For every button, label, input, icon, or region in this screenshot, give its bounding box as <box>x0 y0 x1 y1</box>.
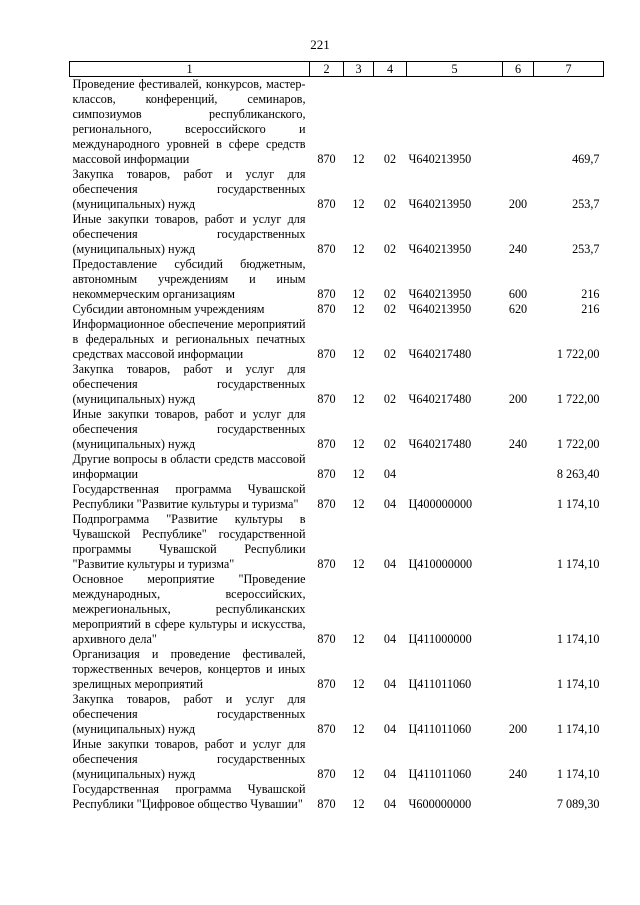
row-name: Закупка товаров, работ и услуг для обеспечения государственных (муниципальных) нужд <box>72 362 306 406</box>
row-name: Другие вопросы в области средств массовой информации <box>72 452 306 481</box>
row-section: 12 <box>352 677 365 691</box>
row-section: 12 <box>352 347 365 361</box>
table-row <box>70 512 604 572</box>
row-target-article: Ц410000000 <box>408 557 473 571</box>
row-name: Предоставление субсидий бюджетным, автономным учреждениям и иным некоммерческим организациям <box>72 257 306 301</box>
row-section: 12 <box>352 722 365 736</box>
row-section: 12 <box>352 797 365 811</box>
row-name: Иные закупки товаров, работ и услуг для обеспечения государственных (муниципальных) нужд <box>72 737 306 781</box>
row-subsection: 04 <box>383 497 397 511</box>
row-name: Информационное обеспечение мероприятий в федеральных и региональных печатных средствах массовой информации <box>72 317 306 361</box>
row-target-article: Ч640213950 <box>408 197 472 211</box>
row-expense-type <box>503 482 534 512</box>
row-section: 12 <box>352 437 365 451</box>
row-section: 12 <box>352 392 365 406</box>
row-amount: 1 174,10 <box>556 632 600 646</box>
row-section: 12 <box>352 767 365 781</box>
row-subsection: 02 <box>383 347 397 361</box>
row-admin-code: 870 <box>317 242 336 256</box>
row-amount: 253,7 <box>572 197 600 211</box>
table-body <box>70 77 604 813</box>
table-row <box>70 167 604 212</box>
row-amount: 1 174,10 <box>556 497 600 511</box>
row-admin-code: 870 <box>317 437 336 451</box>
row-target-article <box>407 452 503 482</box>
row-amount: 253,7 <box>572 242 600 256</box>
row-admin-code: 870 <box>317 557 336 571</box>
row-name: Закупка товаров, работ и услуг для обеспечения государственных (муниципальных) нужд <box>72 692 306 736</box>
row-name: Проведение фестивалей, конкурсов, мастер-классов, конференций, семинаров, симпозиумов республиканского, регионального, всероссийского и международного уровней в сфере средств массовой информации <box>72 77 306 166</box>
row-admin-code: 870 <box>317 287 336 301</box>
row-subsection: 04 <box>383 467 397 481</box>
table-row <box>70 572 604 647</box>
row-section: 12 <box>352 557 365 571</box>
header-col-7: 7 <box>534 62 604 77</box>
row-target-article: Ч640217480 <box>408 392 472 406</box>
row-expense-type <box>503 512 534 572</box>
table-row <box>70 77 604 168</box>
row-target-article: Ц411011060 <box>408 767 472 781</box>
row-admin-code: 870 <box>317 347 336 361</box>
row-target-article: Ч640213950 <box>408 242 472 256</box>
row-admin-code: 870 <box>317 797 336 811</box>
row-subsection: 04 <box>383 722 397 736</box>
row-target-article: Ч640213950 <box>408 287 472 301</box>
table-row <box>70 212 604 257</box>
row-name: Закупка товаров, работ и услуг для обеспечения государственных (муниципальных) нужд <box>72 167 306 211</box>
row-expense-type: 200 <box>508 392 528 406</box>
row-admin-code: 870 <box>317 392 336 406</box>
row-section: 12 <box>352 302 365 316</box>
header-row <box>70 62 604 77</box>
row-admin-code: 870 <box>317 497 336 511</box>
row-name: Подпрограмма "Развитие культуры в Чувашской Республике" государственной программы Чувашской Республики "Развитие культуры и туризма" <box>72 512 306 571</box>
row-target-article: Ч640217480 <box>408 437 472 451</box>
row-section: 12 <box>352 497 365 511</box>
row-expense-type: 620 <box>508 302 528 316</box>
row-target-article: Ц411000000 <box>408 632 472 646</box>
row-section: 12 <box>352 467 365 481</box>
row-amount: 1 722,00 <box>556 347 600 361</box>
page-number: 221 <box>310 37 330 52</box>
row-amount: 1 174,10 <box>556 767 600 781</box>
header-col-2: 2 <box>310 62 344 77</box>
header-col-5: 5 <box>407 62 503 77</box>
row-amount: 216 <box>581 302 600 316</box>
row-section: 12 <box>352 632 365 646</box>
row-name: Организация и проведение фестивалей, торжественных вечеров, концертов и иных зрелищных мероприятий <box>72 647 306 691</box>
row-target-article: Ч600000000 <box>408 797 472 811</box>
row-subsection: 02 <box>383 392 397 406</box>
row-subsection: 02 <box>383 302 397 316</box>
row-target-article: Ц411011060 <box>408 677 472 691</box>
row-name: Иные закупки товаров, работ и услуг для обеспечения государственных (муниципальных) нужд <box>72 407 306 451</box>
header-col-4: 4 <box>374 62 407 77</box>
header-col-3: 3 <box>344 62 374 77</box>
row-expense-type: 600 <box>508 287 528 301</box>
table-row <box>70 362 604 407</box>
row-expense-type <box>503 317 534 362</box>
row-name: Иные закупки товаров, работ и услуг для обеспечения государственных (муниципальных) нужд <box>72 212 306 256</box>
row-amount: 7 089,30 <box>556 797 600 811</box>
row-section: 12 <box>352 152 365 166</box>
row-subsection: 04 <box>383 767 397 781</box>
row-name: Государственная программа Чувашской Республики "Цифровое общество Чувашии" <box>72 782 306 811</box>
row-amount: 1 174,10 <box>556 677 600 691</box>
row-amount: 1 722,00 <box>556 392 600 406</box>
row-expense-type: 240 <box>508 767 528 781</box>
table-row <box>70 407 604 452</box>
row-target-article: Ч640217480 <box>408 347 472 361</box>
row-admin-code: 870 <box>317 467 336 481</box>
row-admin-code: 870 <box>317 302 336 316</box>
table-row <box>70 452 604 482</box>
table-row <box>70 692 604 737</box>
row-expense-type: 200 <box>508 197 528 211</box>
row-expense-type <box>503 782 534 812</box>
table-row <box>70 302 604 317</box>
row-target-article: Ч640213950 <box>408 302 472 316</box>
row-target-article: Ч640213950 <box>408 152 472 166</box>
row-subsection: 04 <box>383 632 397 646</box>
table-header <box>70 62 604 77</box>
row-section: 12 <box>352 197 365 211</box>
row-subsection: 04 <box>383 797 397 811</box>
row-expense-type <box>503 572 534 647</box>
row-subsection: 02 <box>383 287 397 301</box>
row-amount: 1 174,10 <box>556 557 600 571</box>
row-admin-code: 870 <box>317 632 336 646</box>
row-expense-type: 240 <box>508 437 528 451</box>
row-target-article: Ц411011060 <box>408 722 472 736</box>
row-name: Субсидии автономным учреждениям <box>72 302 265 316</box>
row-expense-type: 240 <box>508 242 528 256</box>
row-subsection: 02 <box>383 242 397 256</box>
row-amount: 1 722,00 <box>556 437 600 451</box>
row-section: 12 <box>352 287 365 301</box>
row-section: 12 <box>352 242 365 256</box>
row-amount: 1 174,10 <box>556 722 600 736</box>
row-target-article: Ц400000000 <box>408 497 473 511</box>
row-subsection: 02 <box>383 197 397 211</box>
budget-table <box>69 61 604 812</box>
table-row <box>70 317 604 362</box>
row-subsection: 02 <box>383 437 397 451</box>
row-name: Государственная программа Чувашской Республики "Развитие культуры и туризма" <box>72 482 306 511</box>
row-admin-code: 870 <box>317 722 336 736</box>
row-admin-code: 870 <box>317 767 336 781</box>
row-amount: 216 <box>581 287 600 301</box>
row-name: Основное мероприятие "Проведение международных, всероссийских, межрегиональных, республиканских мероприятий в сфере культуры и искусства, архивного дела" <box>72 572 306 646</box>
row-subsection: 02 <box>383 152 397 166</box>
header-col-1: 1 <box>70 62 310 77</box>
row-admin-code: 870 <box>317 152 336 166</box>
row-subsection: 04 <box>383 557 397 571</box>
row-expense-type <box>503 452 534 482</box>
row-amount: 8 263,40 <box>556 467 600 481</box>
table-row <box>70 782 604 812</box>
header-col-6: 6 <box>503 62 534 77</box>
row-expense-type <box>503 647 534 692</box>
row-expense-type: 200 <box>508 722 528 736</box>
table-row <box>70 482 604 512</box>
row-admin-code: 870 <box>317 677 336 691</box>
row-admin-code: 870 <box>317 197 336 211</box>
row-subsection: 04 <box>383 677 397 691</box>
table-row <box>70 257 604 302</box>
row-expense-type <box>503 77 534 168</box>
row-amount: 469,7 <box>572 152 600 166</box>
table-row <box>70 647 604 692</box>
table-row <box>70 737 604 782</box>
